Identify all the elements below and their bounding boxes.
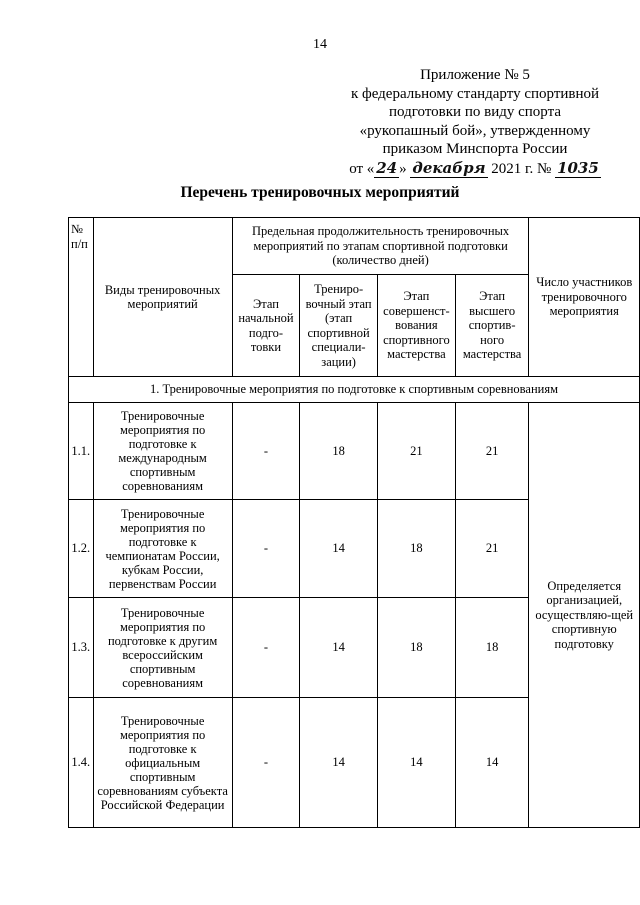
row-stage-4: 21 [455, 403, 529, 500]
row-stage-3: 18 [378, 500, 456, 598]
row-num: 1.2. [69, 500, 94, 598]
year-text: 2021 г. № [491, 160, 552, 177]
appendix-line-2: к федеральному стандарту спортивной [350, 85, 600, 102]
table-row [69, 403, 640, 500]
row-name: Тренировочные мероприятия по подготовке к чемпионатам России, кубкам России, первенствам России [93, 500, 232, 598]
section-row [69, 377, 640, 403]
header-duration: Предельная продолжительность тренировочных мероприятий по этапам спортивной подготовки (количество дней) [232, 218, 529, 275]
row-stage-3: 14 [378, 698, 456, 828]
date-mid: » [399, 160, 407, 177]
page-number: 14 [313, 37, 327, 52]
section-title: 1. Тренировочные мероприятия по подготовке к спортивным соревнованиям [69, 377, 640, 403]
training-events-table [68, 217, 640, 828]
header-stage-3: Этап совершенст-вования спортивного мастерства [378, 275, 456, 377]
row-stage-2: 14 [300, 698, 378, 828]
row-stage-4: 21 [455, 500, 529, 598]
row-name: Тренировочные мероприятия по подготовке к другим всероссийским спортивным соревнованиям [93, 598, 232, 698]
header-num: № п/п [69, 218, 94, 377]
handwritten-order-number: 1035 [557, 158, 599, 177]
handwritten-day: 24 [376, 158, 398, 177]
appendix-block [330, 66, 620, 178]
row-stage-1: - [232, 500, 300, 598]
date-prefix: от « [349, 160, 375, 177]
row-stage-3: 21 [378, 403, 456, 500]
appendix-line-1: Приложение № 5 [420, 67, 530, 83]
appendix-line-4: «рукопашный бой», утвержденному [359, 122, 591, 139]
handwritten-month: декабря [412, 158, 486, 177]
participants-value: Определяется организацией, осуществляю-щей спортивную подготовку [529, 403, 640, 828]
row-stage-4: 18 [455, 598, 529, 698]
table-header-row [69, 218, 640, 275]
appendix-line-3: подготовки по виду спорта [389, 104, 561, 120]
row-stage-1: - [232, 598, 300, 698]
header-stage-4: Этап высшего спортив-ного мастерства [455, 275, 529, 377]
row-name: Тренировочные мероприятия по подготовке к международным спортивным соревнованиям [93, 403, 232, 500]
row-stage-1: - [232, 698, 300, 828]
row-stage-3: 18 [378, 598, 456, 698]
row-stage-4: 14 [455, 698, 529, 828]
header-stage-1: Этап начальной подго-товки [232, 275, 300, 377]
order-date-line [349, 159, 601, 179]
row-num: 1.4. [69, 698, 94, 828]
row-stage-1: - [232, 403, 300, 500]
row-stage-2: 14 [300, 598, 378, 698]
appendix-line-5: приказом Минспорта России [382, 141, 568, 157]
row-stage-2: 14 [300, 500, 378, 598]
header-participants: Число участников тренировочного мероприятия [529, 218, 640, 377]
row-stage-2: 18 [300, 403, 378, 500]
header-kind: Виды тренировочных мероприятий [93, 218, 232, 377]
document-title: Перечень тренировочных мероприятий [180, 184, 460, 201]
row-num: 1.3. [69, 598, 94, 698]
row-name: Тренировочные мероприятия по подготовке к официальным спортивным соревнованиям субъекта Российской Федерации [93, 698, 232, 828]
header-stage-2: Трениро-вочный этап (этап спортивной специали-зации) [300, 275, 378, 377]
row-num: 1.1. [69, 403, 94, 500]
